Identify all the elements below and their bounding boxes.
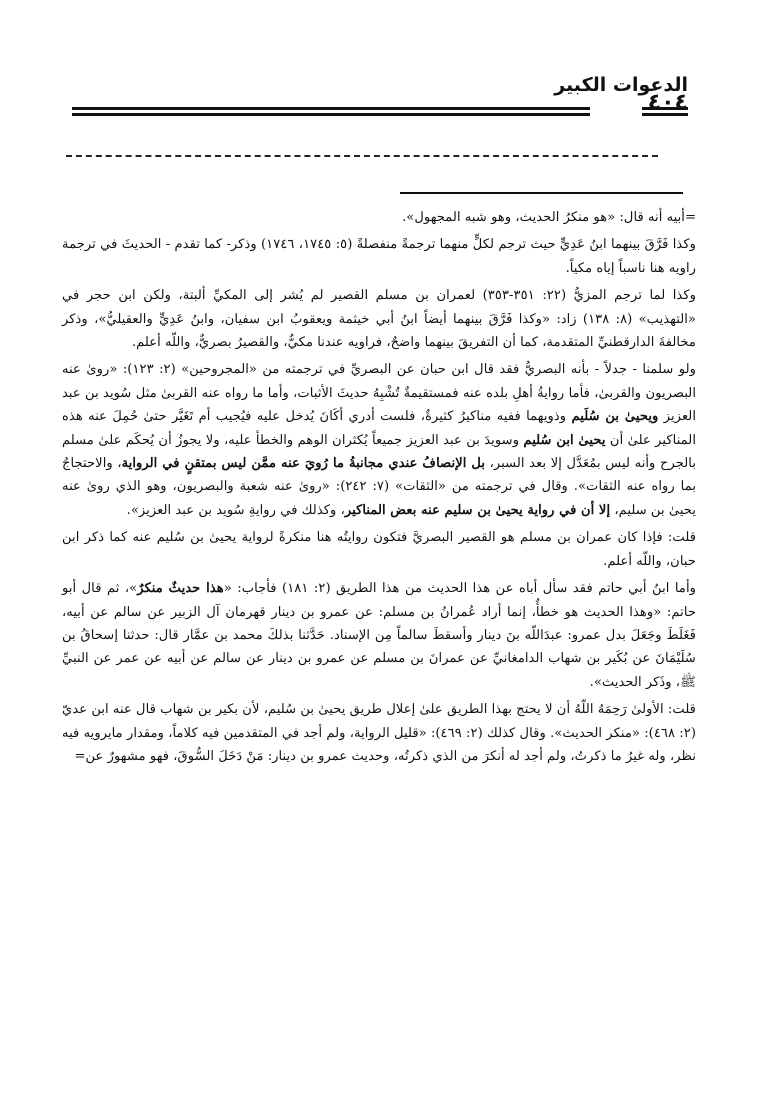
text-segment: ، والاحتجاجُ بما رواه عنه الثقات». وقال في ترجمته من «الثقات» (٧: ٢٤٢): «روىٰ عنه شعبة والبصريون، وهو الذي روىٰ عنه يحيىٰ بن سليم، <box>62 456 696 518</box>
paragraph <box>62 233 696 280</box>
footnote-text-body <box>62 206 696 772</box>
text-segment: وسويدَ بن عبد العزيز جميعاً يُكثران الوهم والخطأ عليه، ولا يجوزُ أن يُحكَم علىٰ مسلم بالجرح وأنه ليس بمُعَدَّل إلا بعد السبر، <box>62 432 696 472</box>
text-segment: قلت: الأولىٰ رَحِمَهُ اللّهُ أن لا يحتج بهذا الطريق علىٰ إعلال طريق يحيىٰ بن سُليم، لأن بكير بن شهاب قال عنه ابن عديّ (٢: ٤٦٨): «منكر الحديث». وقال كذلك (٢: ٤٦٩): «قليل الرواية، ولم أجد في المتقدمين فيه كلاماً، ومقدار مايرويه فيه نظر، وله غيرُ ما ذكرتُ، ولم أجد له أنكرَ من الذي ذكرتُه، وحديث عمرو بن دينار: مَنْ دَخَلَ السُّوقَ، فهو مشهورٌ عن= <box>62 702 697 764</box>
header-rule-bottom <box>72 113 590 116</box>
dotted-separator <box>66 155 658 157</box>
bold-text-segment: ويحيىٰ بن سُلَيم <box>571 409 659 425</box>
page-number: ٤٠٤ <box>647 90 688 115</box>
bold-text-segment: هذا حديثٌ منكرٌ <box>137 581 224 597</box>
bold-text-segment: بل الإنصافُ عندي مجانبةُ ما رُويَ عنه ممَّن ليس بمتقنٍ في الرواية <box>121 456 486 472</box>
paragraph <box>62 698 696 768</box>
text-segment: وذويهما ففيه مناكيرُ كثيرةٌ، فلست أدري أكَانَ يُدخل عليه فيُجيب أم تَغَيَّر حتىٰ حُمِلَ عنه هذه المناكير علىٰ أن <box>62 409 696 448</box>
paragraph <box>62 206 696 229</box>
header-rule-top <box>72 107 590 110</box>
text-segment: وكذا لما ترجم المزيُّ (٢٢: ٣٥١-٣٥٣) لعمران بن مسلم القصير لم يُشر إلى المكيِّ ألبتة، ولكن ابن حجر في «التهذيب» (٨: ١٣٨) زاد: «وكذا فَرَّقَ بينهما أيضاً ابنُ أبي خيثمة ويعقوبُ ابن سفيان، وابنُ عَدِيٍّ والعقيليُّ»، وذكر مخالفةَ الدارقطنيِّ المتقدمة، كما أن التفريقَ بينهما واضحٌ، فراويه عندنا مكيٌّ، والقصيرُ بصريٌّ، واللّه أعلم. <box>62 288 697 351</box>
page-number-underline <box>642 107 688 116</box>
text-segment: وكذا فَرَّقَ بينهما ابنُ عَدِيٍّ حيث ترجم لكلٍّ منهما ترجمةً منفصلةً (٥: ١٧٤٥، ١٧٤٦) وذكر- كما تقدم - الحديثَ في ترجمة راويه هنا ناسباً إياه مكياً. <box>62 237 696 276</box>
text-segment: =أبيه أنه قال: «هو منكرُ الحديث، وهو شبه المجهول». <box>402 210 696 225</box>
paragraph <box>62 526 696 573</box>
text-segment: »، ثم قال أبو حاتم: «وهذا الحديث هو خطأٌ، إنما أراد عُمرانُ بن مسلم: عن عمرو بن دينار قهرمان آل الزبير عن سالم عن أبيه، فَغَلَطَ وجَعَلَ بدل عمرو: عبدَاللّه بنَ دينار وأسقطَ سالماً مِن الإسناد. حَدَّثنا بذلكَ محمد بن عمَّار قال: حدثنا إسحاقُ بن سُلَيْمَانَ عن بُكَير بن شهاب الدامغانيِّ عن عمرانَ بن مسلم عن عمرو بن دينار عن سالم عن أبيه عن عمر عن النبيِّ ﷺ، وذَكر الحديث». <box>62 581 696 690</box>
text-segment: ، وكذلك في روايةِ سُويد بن عبد العزيز». <box>126 502 345 518</box>
bold-text-segment: إلا أن في رواية يحيىٰ بن سليم عنه بعض المناكير <box>344 502 611 518</box>
running-header-title: الدعوات الكبير <box>554 74 688 96</box>
paragraph <box>62 577 696 694</box>
paragraph <box>62 284 696 354</box>
paragraph <box>62 358 696 522</box>
bold-text-segment: يحيىٰ ابن سُليم <box>523 432 606 448</box>
text-segment: وأما ابنُ أبي حاتم فقد سأل أباه عن هذا الحديث من هذا الطريق (٢: ١٨١) فأجاب: « <box>223 581 696 597</box>
text-segment: قلت: فإذا كان عمران بن مسلم هو القصير البصريَّ فتكون روايتُه هنا منكرةً لرواية يحيىٰ بن سُليم عنه كما ذكر ابن حبان، واللّه أعلم. <box>62 530 696 569</box>
text-segment: ولو سلمنا - جدلاً - بأنه البصريُّ فقد قال ابن حبان عن البصريِّ في ترجمته من «المجروحين» (٢: ١٢٣): «روىٰ عنه البصريون والقربىٰ، فأما روايةُ أهلِ بلده عنه فمستقيمةٌ تُشْبِهُ حديثَ الأثبات، وأما ما رواه عنه القربىٰ مثل سُويد بن عبد العزيز <box>62 362 696 425</box>
footnote-separator-rule <box>400 192 683 194</box>
